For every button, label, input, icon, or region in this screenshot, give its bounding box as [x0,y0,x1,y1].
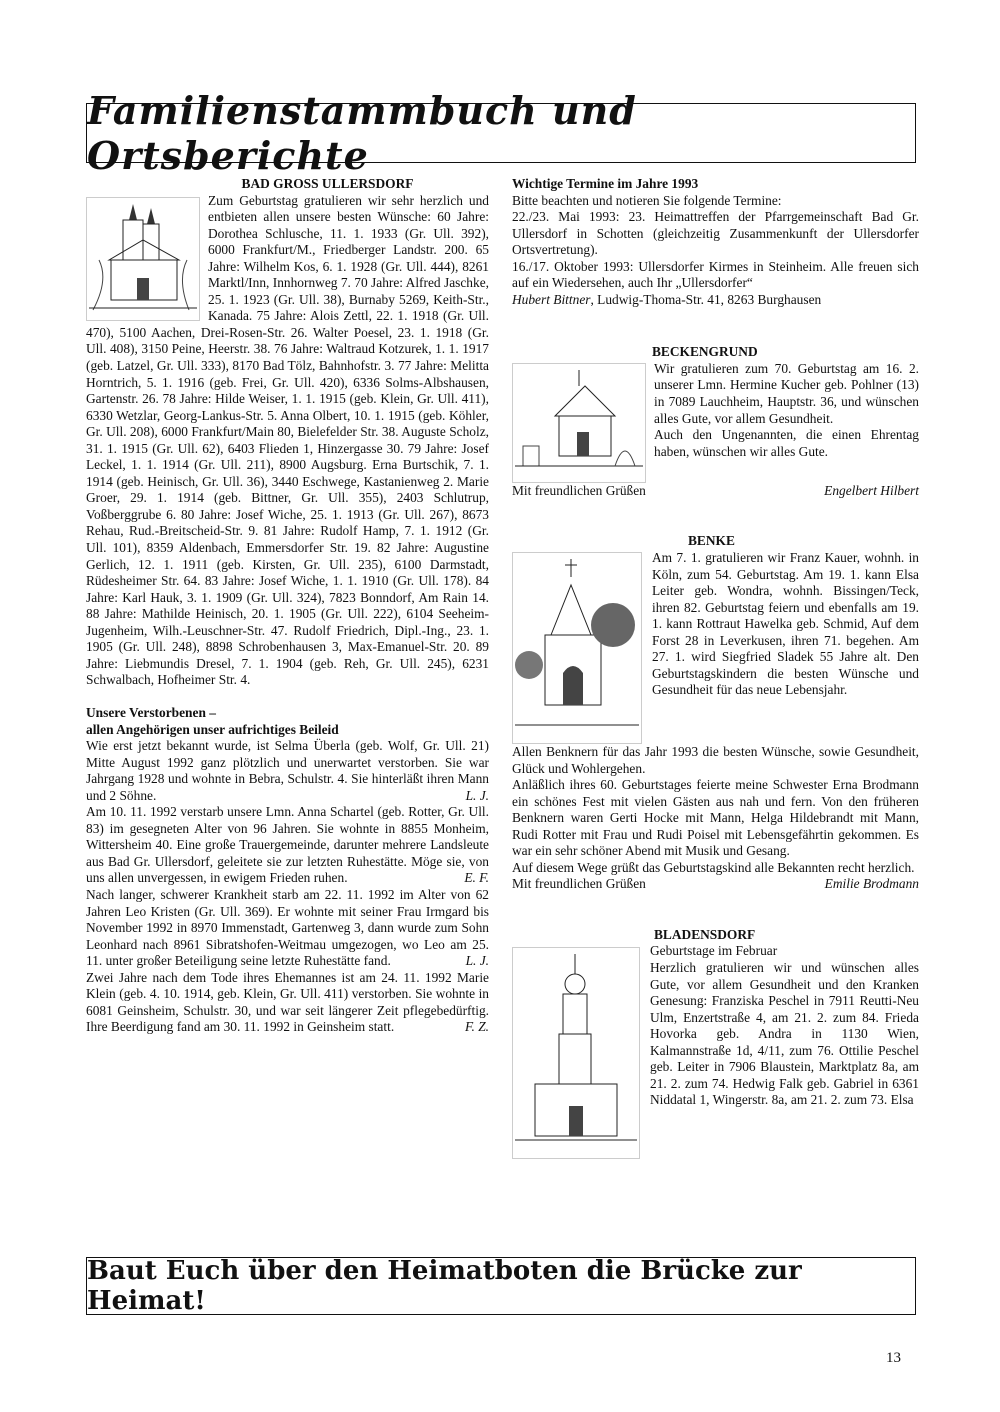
termine-intro: Bitte beachten und notieren Sie folgende Termine: [512,192,782,208]
benke-signature: Emilie Brodmann [824,876,919,892]
slogan-text: Baut Euch über den Heimatboten die Brücke zur Heimat! [87,1256,802,1316]
birthday-list-bad-gross-ullersdorf: Zum Geburtstag gratulieren wir sehr herzlich und entbieten allen unsere besten Wünsche: 60 Jahre: Dorothea Schlusche, 11. 1. 1933 (Gr. Ull. 392), 6000 Frankfurt/M., Friedberger Landstr. 200. 65 Jahre: Wilhelm Kos, 6. 1. 1928 (Gr. Ull. 444), 8261 Marktl/Inn, Innhornweg 7. 70 Jahre: Alfred Jaschke, 25. 1. 1923 (Gr. Ull. 38), Burnaby 5269, Keith-Str., Kanada. 75 Jahre: Alois Zettl, 22. 1. 1918 (Gr. Ull. 470), 5100 Aachen, Drei-Rosen-Str. 26. Walter Poesel, 23. 1. 1918 (Gr. Ull. 408), 3150 Peine, Heerstr. 38. 76 Jahre: Waltraud Kotzurek, 1. 1. 1917 (geb. Latzel, Gr. Ull. 333), 8170 Bad Tölz, Bahnhofstr. 3. 77 Jahre: Melitta Horntrich, 5. 1. 1916 (geb. Frei, Gr. Ull. 420), 6336 Solms-Albshausen, Gartenstr. 26. 78 Jahre: Hilde Weiser, 1. 1. 1915 (geb. Klein, Gr. Ull. 411), 6330 Wetzlar, Georg-Lankus-Str. 5. Anna Olbert, 10. 1. 1915 (geb. Köhler, Gr. Ull. 208), 6000 Frankfurt/Main 80, Bielefelder Str. 38. Auguste Scholz, 31. 1. 1915 (Gr. Ull. 62), 6403 Flieden 1, Hinzergasse 30. 79 Jahre: Josef Leckel, 1. 1. 1914 (Gr. Ull. 211), 8900 Augsburg. Erna Burtschik, 7. 1. 1914 (geb. Heinisch, Gr. Ull. 36), 3440 Eschwege, Kastanienweg 2. Marie Groer, 29. 1. 1914 (geb. Bittner, Gr. Ull. 355), 2403 Schlutrup, Voßberggrube 6. 80 Jahre: Josef Wiche, 25. 1. 1913 (Gr. Ull. 267), 8673 Rehau, Rud.-Breitscheid-Str. 9. 81 Jahre: Rudolf Hamp, 7. 1. 1912 (Gr. Ull. 101), 8359 Aldenbach, Emmersdorfer Str. 19. 82 Jahre: Augustine Gerlich, 12. 1. 1911 (geb. Kirsten, Gr. Ull. 235), 6100 Darmstadt, Rüdesheimer Str. 64. 83 Jahre: Josef Wiche, 1. 1. 1910 (Gr. Ull. 178). 84 Jahre: Karl Hauk, 3. 1. 1909 (Gr. Ull. 324), 7823 Bonndorf, Am Rain 14. 88 Jahre: Mathilde Heinisch, 20. 1. 1905 (Gr. Ull. 222), 6104 Seeheim-Jugenheim, Wilh.-Leuschner-Str. 47. Rudolf Friedrich, Dipl.-Ing., 23. 1. 1905 (Gr. Ull. 248), 8898 Schrobenhausen 3, Max-Emanuel-Str. 20. 89 Jahre: Liebmundis Dresel, 7. 1. 1904 (geb. Reh, Gr. Ull. 245), 6231 Schwalbach, Hofheimer Str. 4. [86,192,489,688]
termine-item-2: 16./17. Oktober 1993: Ullersdorfer Kirmes in Steinheim. Alle freuen sich auf ein Wiedersehen, auch Ihr „Ullersdorfer“ [512,258,919,291]
chapel-illustration-benke [512,552,642,744]
benke-text: Am 7. 1. gratulieren wir Franz Kauer, wohnh. in Köln, zum 54. Geburtstag. Am 19. 1. kann Elsa Leiter geb. Wondra, wohnh. Bissingen/Teck, ihren 82. Geburtstag feiern und ebenfalls am 19. 1. kann Rottraut Hawelka geb. Schmid, Auf dem Forst 28 in Leverkusen, ihren 71. begehen. Am 27. 1. wird Siegfried Sladek 55 Jahre alt. Den Geburtstagskindern die besten Wünsche und Gesundheit für das neue Lebensjahr. [652,550,919,698]
beckengrund-text-2: Auch den Ungenannten, die einen Ehrentag haben, wünschen wir alles Gute. [654,427,919,459]
bladensdorf-text: Herzlich gratulieren wir und wünschen alles Gute, vor allem Gesundheit und den Kranken Genesung: Franziska Peschel in 7911 Reutti-Neu Ulm, Enzertstraße 4, am 21. 2. zum 84. Frieda Hovorka geb. Andra in 1130 Wien, Kalmannstraße 1d, 4/11, zum 76. Ottilie Peschel geb. Leiter in 7906 Blaustein, Marktplatz 8a, am 21. 2. zum 74. Hedwig Falk geb. Gabriel in 6361 Niddatal 1, Wingerstr. 8a, am 21. 2. zum 73. Elsa [650,960,919,1108]
termine-item-1: 22./23. Mai 1993: 23. Heimattreffen der Pfarrgemeinschaft Bad Gr. Ullersdorf in Schotten (gleichzeitig Zusammenkunft der Ullersdorfer Ortsvertretung). [512,209,919,258]
termine-heading: Wichtige Termine im Jahre 1993 [512,176,699,191]
bladensdorf-subheading: Geburtstage im Februar [650,943,778,959]
section-heading-beckengrund: BECKENGRUND [652,344,758,360]
obituary-4: Zwei Jahre nach dem Tode ihres Ehemannes ist am 24. 11. 1992 Marie Klein (geb. 4. 10. 1914, geb. Klein, Gr. Ull. 411) verstorben. Sie wohnte in 6081 Geinsheim, Schulstr. 30, und war seit längerer Zeit pflegebedürftig. Ihre Beerdigung fand am 30. 11. 1992 in Geinsheim statt. F. Z. [86,969,489,1035]
benke-text-3: Anläßlich ihres 60. Geburtstages feierte meine Schwester Erna Brodmann ein schönes Fest mit vielen Gästen aus nah und fern. Von den früheren Benknern waren Gerti Hocke mit Mann, Helga Hildebrandt mit Mann, Rudi Rotter mit Frau und Rudi Poisel mit Lebensgefährtin gekommen. Es war ein sehr schöner Abend mit Musik und Gesang. [512,777,919,859]
obituary-1: Wie erst jetzt bekannt wurde, ist Selma Überla (geb. Wolf, Gr. Ull. 21) Mitte August 1992 ganz plötzlich und unerwartet verstorben. Sie war Jahrgang 1928 und wohnte in Bebra, Schulstr. 4. Sie hinterläßt ihren Mann und 2 Söhne. L. J. [86,738,489,803]
section-heading-benke: BENKE [688,533,735,549]
page-title: Familienstammbuch und Ortsberichte [87,88,637,178]
section-heading-bad-gross-ullersdorf: BAD GROSS ULLERSDORF [241,176,414,191]
obituary-1-signature: L. J. [465,787,489,803]
section-heading-bladensdorf: BLADENSDORF [654,926,756,942]
title-banner [86,88,916,178]
church-illustration-ullersdorf [86,197,200,321]
benke-text-2: Allen Benknern für das Jahr 1993 die besten Wünsche, sowie Gesundheit, Glück und Wohlergehen. [512,744,919,776]
benke-greeting: Mit freundlichen Grüßen [512,876,646,892]
obituary-2-signature: E. F. [464,870,489,886]
beckengrund-signature-line [512,483,919,500]
church-illustration-bladensdorf [512,947,640,1159]
obituary-3-signature: L. J. [465,953,489,969]
page-number: 13 [886,1350,901,1366]
beckengrund-greeting: Mit freundlichen Grüßen [512,482,646,498]
slogan-banner [86,1257,916,1315]
benke-signature-line [512,876,919,893]
deceased-heading-1: Unsere Verstorbenen – [86,704,216,720]
obituary-3: Nach langer, schwerer Krankheit starb am 22. 11. 1992 im Alter von 62 Jahren Leo Kristen (Gr. Ull. 369). Er wohnte mit seiner Frau Irmgard bis November 1992 in 8970 Immenstadt, Gartenweg 3, dann wurde zum Sohn Leonhard nach 8961 Sibratshofen-Weitmau umgezogen, wo Leo am 25. 11. unter großer Beteiligung seine letzte Ruhestätte fand. L. J. [86,886,489,969]
deceased-heading-2: allen Angehörigen unser aufrichtiges Beileid [86,721,339,737]
right-column [512,176,919,1159]
termine-signature: Hubert Bittner, Ludwig-Thoma-Str. 41, 8263 Burghausen [512,291,822,307]
beckengrund-text: Wir gratulieren zum 70. Geburtstag am 16. 2. unserer Lmn. Hermine Kucher geb. Pohlner (13) in 7089 Lauchheim, Hauptstr. 36, und wünschen alles Gute, vor allem Gesundheit. [654,360,919,426]
obituary-4-signature: F. Z. [465,1019,489,1035]
left-column [86,176,489,1036]
chapel-illustration-beckengrund [512,363,646,483]
benke-text-4: Auf diesem Wege grüßt das Geburtstagskind alle Bekannten recht herzlich. [512,859,915,875]
obituary-2: Am 10. 11. 1992 verstarb unsere Lmn. Anna Schartel (geb. Rotter, Gr. Ull. 83) im gesegneten Alter von 96 Jahren. Sie wohnte in 8855 Monheim, Wittersheim 40. Eine große Trauergemeinde, darunter mehrere Landsleute aus Bad Gr. Ullersdorf, geleitete sie zur letzten Ruhestätte. Möge sie, von uns allen unvergessen, in ewigem Frieden ruhen. E. F. [86,804,489,886]
beckengrund-signature: Engelbert Hilbert [824,482,919,498]
